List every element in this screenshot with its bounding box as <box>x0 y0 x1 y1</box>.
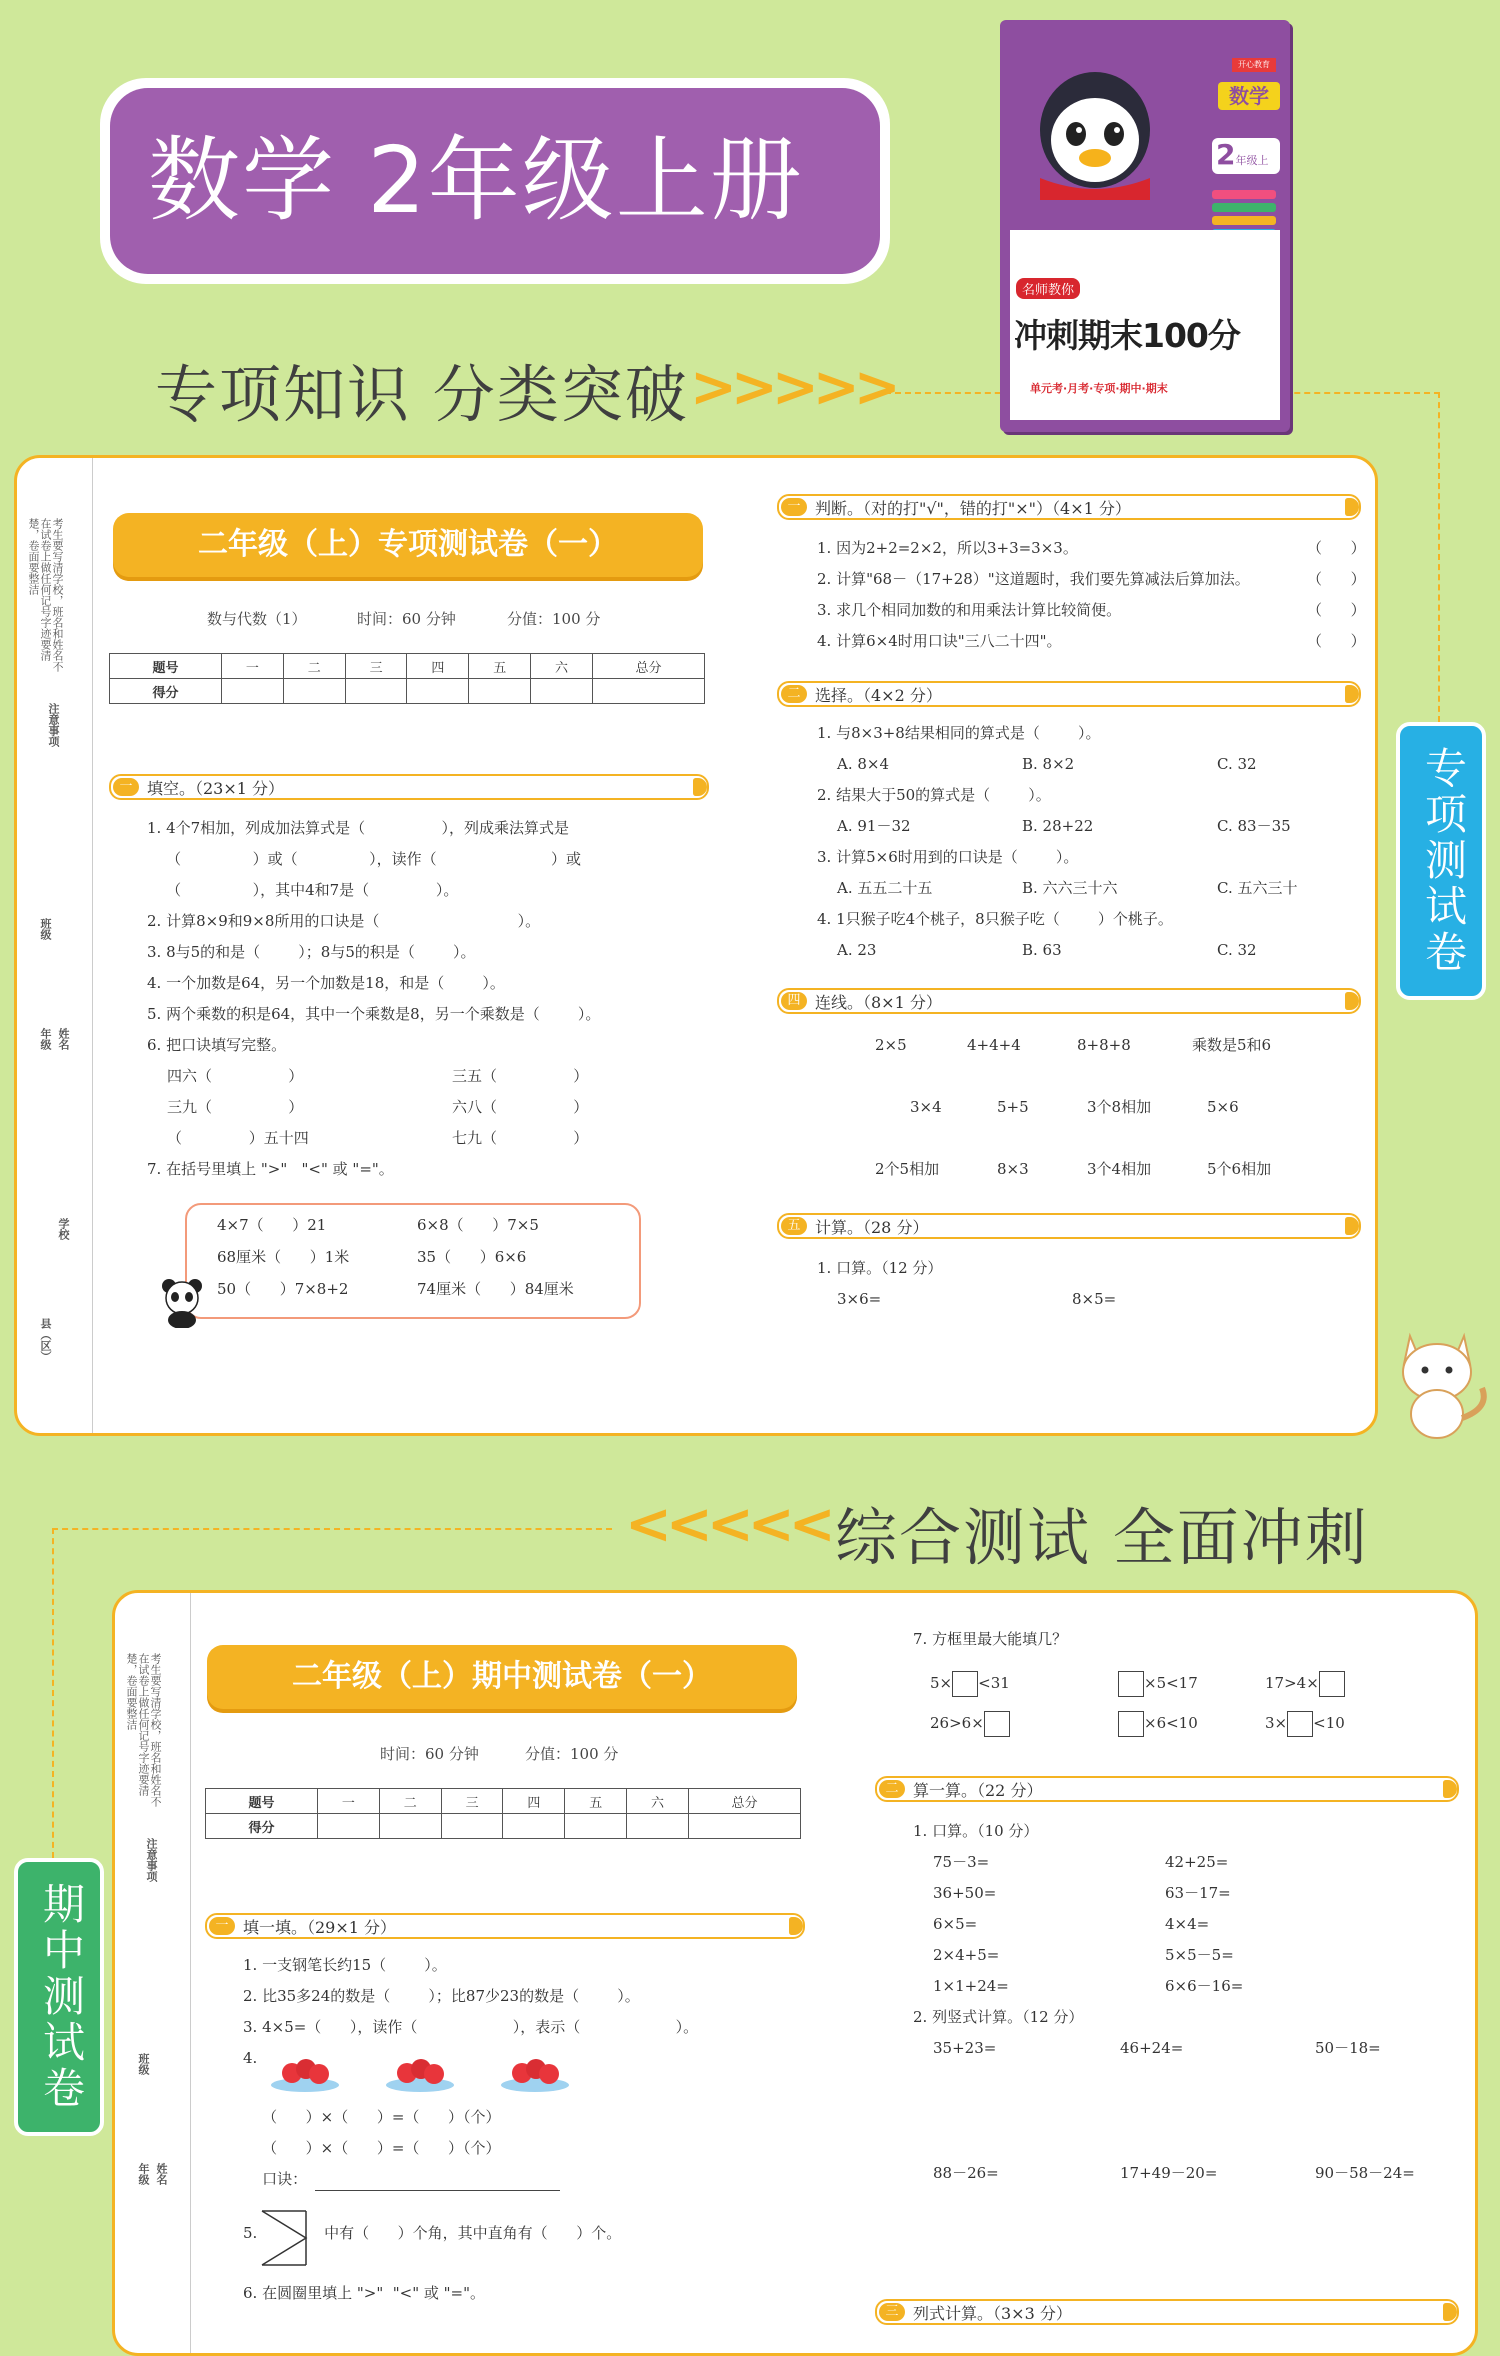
test-paper-special <box>14 455 1378 1436</box>
judge-paren: （ ） <box>1307 539 1366 557</box>
vertical-item: 90－58－24= <box>1315 2164 1415 2182</box>
section-label: 算一算。（22 分） <box>913 1780 1043 1800</box>
score-head: 五 <box>469 654 531 679</box>
choice-option: C. 五六三十 <box>1217 879 1298 897</box>
angle-shape-icon <box>260 2209 310 2271</box>
paper-score: 分值：100 分 <box>525 1745 619 1763</box>
judge-item: 3. 求几个相同加数的和用乘法计算比较简便。 <box>817 601 1122 619</box>
section-number: 一 <box>209 1917 235 1935</box>
box-item: 17>4× <box>1265 1671 1345 1697</box>
score-head: 五 <box>565 1789 627 1814</box>
section-label: 选择。（4×2 分） <box>815 685 942 705</box>
paper-time: 时间：60 分钟 <box>357 610 456 628</box>
dashed-line <box>52 1528 612 1530</box>
link-item: 2×5 <box>875 1036 907 1054</box>
book-badge: 名师教你 <box>1016 278 1080 299</box>
question: 4. <box>243 2049 258 2067</box>
question: 3. 4×5=（ ），读作（ ），表示（ ）。 <box>243 2018 699 2036</box>
kou-jue-item: 六八（ ） <box>452 1098 589 1116</box>
score-head: 三 <box>441 1789 503 1814</box>
compare-item: 4×7（ ）21 <box>217 1216 327 1234</box>
paper-side-strip <box>115 1593 191 2353</box>
section-number: 一 <box>781 498 807 516</box>
section-label: 列式计算。（3×3 分） <box>913 2303 1072 2323</box>
score-label: 得分 <box>110 679 222 704</box>
choice-option: B. 28+22 <box>1022 817 1094 835</box>
question: 口诀： <box>243 2170 308 2188</box>
box-item: 3× <10 <box>1265 1711 1345 1737</box>
link-item: 8×3 <box>997 1160 1029 1178</box>
paper-score: 分值：100 分 <box>507 610 601 628</box>
choice-option: B. 8×2 <box>1022 755 1075 773</box>
side-tab-special: 专项测试卷 <box>1396 722 1486 1000</box>
cat-icon <box>1392 1318 1492 1446</box>
score-head: 总分 <box>592 654 704 679</box>
book-grade-suffix: 年级上 <box>1235 154 1269 167</box>
slogan-midterm: 综合测试 全面冲刺 <box>835 1501 1369 1574</box>
calc-sub: 1. 口算。（10 分） <box>913 1822 1039 1840</box>
section-list-calc <box>875 2299 1459 2325</box>
side-label: 年级 <box>137 2163 150 2185</box>
oral-item: 6×5= <box>933 1915 978 1933</box>
choice-question: 4. 1只猴子吃4个桃子，8只猴子吃（ ）个桃子。 <box>817 910 1173 928</box>
oral-item: 42+25= <box>1165 1853 1229 1871</box>
link-item: 5×6 <box>1207 1098 1239 1116</box>
vertical-item: 88－26= <box>933 2164 999 2182</box>
question: （ ）×（ ）=（ ）（个） <box>243 2108 501 2126</box>
oral-item: 75－3= <box>933 1853 990 1871</box>
score-table <box>109 653 705 704</box>
section-calc <box>875 1776 1459 1802</box>
score-head: 一 <box>222 654 284 679</box>
judge-paren: （ ） <box>1307 601 1366 619</box>
question: 2. 计算8×9和9×8所用的口诀是（ ）。 <box>147 912 541 930</box>
question: 4. 一个加数是64，另一个加数是18，和是（ ）。 <box>147 974 505 992</box>
apple-plate-icon <box>270 2053 340 2093</box>
choice-question: 1. 与8×3+8结果相同的算式是（ ）。 <box>817 724 1101 742</box>
judge-paren: （ ） <box>1307 632 1366 650</box>
question: 1. 4个7相加，列成加法算式是（ ），列成乘法算式是 <box>147 819 569 837</box>
calc-item: 3×6= <box>837 1290 882 1308</box>
oral-item: 36+50= <box>933 1884 997 1902</box>
section-number: 四 <box>781 992 807 1010</box>
link-item: 4+4+4 <box>967 1036 1021 1054</box>
score-head: 总分 <box>688 1789 800 1814</box>
answer-line <box>315 2190 560 2191</box>
compare-box <box>185 1203 641 1319</box>
link-item: 5个6相加 <box>1207 1160 1272 1178</box>
section-fill <box>109 774 709 800</box>
question: 5. 中有（ ）个角，其中直角有（ ）个。 <box>243 2224 622 2242</box>
calc-sub: 2. 列竖式计算。（12 分） <box>913 2008 1084 2026</box>
score-head: 三 <box>345 654 407 679</box>
compare-item: 6×8（ ）7×5 <box>417 1216 539 1234</box>
compare-item: 74厘米（ ）84厘米 <box>417 1280 574 1298</box>
section-label: 填空。（23×1 分） <box>147 778 285 798</box>
book-grade-badge <box>1212 138 1280 174</box>
vertical-item: 50－18= <box>1315 2039 1381 2057</box>
kou-jue-item: （ ）五十四 <box>167 1129 309 1147</box>
choice-option: C. 83－35 <box>1217 817 1291 835</box>
question: （ ）或（ ），读作（ ）或 <box>147 850 582 868</box>
score-head: 题号 <box>206 1789 318 1814</box>
side-note: 考生要写清学校，班名和姓名不在试卷上做任何记号字迹要清楚，卷面要整洁 <box>125 1653 162 1807</box>
section-number: 三 <box>879 2303 905 2321</box>
compare-item: 68厘米（ ）1米 <box>217 1248 350 1266</box>
link-item: 8+8+8 <box>1077 1036 1131 1054</box>
oral-item: 5×5－5= <box>1165 1946 1234 1964</box>
oral-item: 1×1+24= <box>933 1977 1009 1995</box>
book-footer: 单元考·月考·专项·期中·期末 <box>1030 382 1168 395</box>
choice-question: 3. 计算5×6时用到的口诀是（ ）。 <box>817 848 1079 866</box>
choice-option: A. 五五二十五 <box>837 879 933 897</box>
score-head: 二 <box>283 654 345 679</box>
apple-plate-icon <box>385 2053 455 2093</box>
oral-item: 6×6－16= <box>1165 1977 1244 1995</box>
paper-time: 时间：60 分钟 <box>380 1745 479 1763</box>
vertical-item: 35+23= <box>933 2039 997 2057</box>
section-link <box>777 988 1361 1014</box>
vertical-item: 17+49－20= <box>1120 2164 1218 2182</box>
arrows-right: >>>>> <box>690 355 895 420</box>
side-label: 班级 <box>137 2053 150 2075</box>
question: 6. 把口诀填写完整。 <box>147 1036 287 1054</box>
book-white-panel <box>1010 230 1280 420</box>
section-judge <box>777 494 1361 520</box>
choice-option: B. 63 <box>1022 941 1062 959</box>
book-subject: 数学 <box>1218 82 1280 110</box>
choice-option: B. 六六三十六 <box>1022 879 1118 897</box>
kou-jue-item: 三九（ ） <box>167 1098 304 1116</box>
question: 2. 比35多24的数是（ ）；比87少23的数是（ ）。 <box>243 1987 640 2005</box>
paper-title: 二年级（上）期中测试卷（一） <box>207 1645 797 1709</box>
box-item: 26>6× <box>930 1711 1010 1737</box>
question: 6. 在圆圈里填上 ">" "<" 或 "="。 <box>243 2284 486 2302</box>
apple-plate-icon <box>500 2053 570 2093</box>
slogan-special: 专项知识 分类突破 <box>155 358 689 431</box>
oral-item: 4×4= <box>1165 1915 1210 1933</box>
judge-item: 2. 计算"68－（17+28）"这道题时，我们要先算减法后算加法。 <box>817 570 1250 588</box>
section-label: 连线。（8×1 分） <box>815 992 942 1012</box>
side-label: 注意事项 <box>145 1838 158 1882</box>
book-grade: 2 <box>1216 138 1236 171</box>
choice-option: A. 23 <box>837 941 877 959</box>
side-label: 学校 <box>57 1218 70 1240</box>
compare-item: 50（ ）7×8+2 <box>217 1280 349 1298</box>
compare-item: 35（ ）6×6 <box>417 1248 527 1266</box>
link-item: 3个8相加 <box>1087 1098 1152 1116</box>
question: 1. 一支钢笔长约15（ ）。 <box>243 1956 447 1974</box>
dashed-line <box>1438 392 1440 722</box>
score-label: 得分 <box>206 1814 318 1839</box>
side-label: 班级 <box>39 918 52 940</box>
section-label: 判断。（对的打"√"，错的打"×"）（4×1 分） <box>815 498 1131 518</box>
score-table <box>205 1788 801 1839</box>
choice-option: A. 91－32 <box>837 817 911 835</box>
section-calc <box>777 1213 1361 1239</box>
link-item: 3个4相加 <box>1087 1160 1152 1178</box>
kou-jue-item: 七九（ ） <box>452 1129 589 1147</box>
section-label: 填一填。（29×1 分） <box>243 1917 397 1937</box>
section-label: 计算。（28 分） <box>815 1217 929 1237</box>
side-label: 注意事项 <box>47 703 60 747</box>
choice-option: A. 8×4 <box>837 755 890 773</box>
oral-item: 2×4+5= <box>933 1946 1000 1964</box>
book-cover <box>1000 20 1290 432</box>
link-item: 乘数是5和6 <box>1192 1036 1272 1054</box>
score-head: 四 <box>407 654 469 679</box>
score-head: 题号 <box>110 654 222 679</box>
score-head: 四 <box>503 1789 565 1814</box>
question: （ ）×（ ）=（ ）（个） <box>243 2139 501 2157</box>
box-item: ×5<17 <box>1118 1671 1198 1697</box>
choice-question: 2. 结果大于50的算式是（ ）。 <box>817 786 1051 804</box>
section-number: 一 <box>113 778 139 796</box>
link-item: 2个5相加 <box>875 1160 940 1178</box>
link-item: 5+5 <box>997 1098 1029 1116</box>
dashed-line <box>52 1528 54 1858</box>
score-head: 一 <box>318 1789 380 1814</box>
kou-jue-item: 三五（ ） <box>452 1067 589 1085</box>
test-paper-midterm <box>112 1590 1478 2356</box>
calc-sub: 1. 口算。（12 分） <box>817 1259 943 1277</box>
side-label: 县（区） <box>39 1318 52 1362</box>
section-number: 二 <box>781 685 807 703</box>
brand-logo: 开心教育 <box>1232 58 1276 72</box>
panda-icon <box>159 1276 205 1332</box>
penguin-mascot-icon <box>1030 60 1160 200</box>
side-tab-midterm: 期中测试卷 <box>14 1858 104 2136</box>
question: 3. 8与5的和是（ ）；8与5的积是（ ）。 <box>147 943 476 961</box>
judge-paren: （ ） <box>1307 570 1366 588</box>
question-7: 7. 方框里最大能填几？ <box>913 1630 1068 1648</box>
side-label: 姓名 <box>155 2163 168 2185</box>
box-item: ×6<10 <box>1118 1711 1198 1737</box>
section-choose <box>777 681 1361 707</box>
judge-item: 4. 计算6×4时用口诀"三八二十四"。 <box>817 632 1062 650</box>
book-title: 冲刺期末100分 <box>1014 316 1240 355</box>
side-note: 考生要写清学校，班名和姓名不在试卷上做任何记号字迹要清楚，卷面要整洁 <box>27 518 64 672</box>
section-fill <box>205 1913 805 1939</box>
box-item: 5× <31 <box>930 1671 1010 1697</box>
paper-topic: 数与代数（1） <box>207 610 307 628</box>
score-head: 六 <box>627 1789 689 1814</box>
choice-option: C. 32 <box>1217 941 1257 959</box>
oral-item: 63－17= <box>1165 1884 1231 1902</box>
side-label: 姓名 <box>57 1028 70 1050</box>
choice-option: C. 32 <box>1217 755 1257 773</box>
section-number: 二 <box>879 1780 905 1798</box>
arrows-left: <<<<< <box>625 1492 830 1557</box>
score-head: 二 <box>379 1789 441 1814</box>
side-label: 年级 <box>39 1028 52 1050</box>
score-head: 六 <box>531 654 593 679</box>
question: 7. 在括号里填上 ">" "<" 或 "="。 <box>147 1160 394 1178</box>
paper-title: 二年级（上）专项测试卷（一） <box>113 513 703 577</box>
calc-item: 8×5= <box>1072 1290 1117 1308</box>
link-item: 3×4 <box>910 1098 942 1116</box>
question: 5. 两个乘数的积是64，其中一个乘数是8，另一个乘数是（ ）。 <box>147 1005 601 1023</box>
kou-jue-item: 四六（ ） <box>167 1067 304 1085</box>
judge-item: 1. 因为2+2=2×2，所以3+3=3×3。 <box>817 539 1078 557</box>
vertical-item: 46+24= <box>1120 2039 1184 2057</box>
question: （ ），其中4和7是（ ）。 <box>147 881 459 899</box>
title-banner <box>100 78 890 284</box>
section-number: 五 <box>781 1217 807 1235</box>
page-title: 数学 2年级上册 <box>110 88 880 274</box>
paper-side-strip <box>17 458 93 1433</box>
